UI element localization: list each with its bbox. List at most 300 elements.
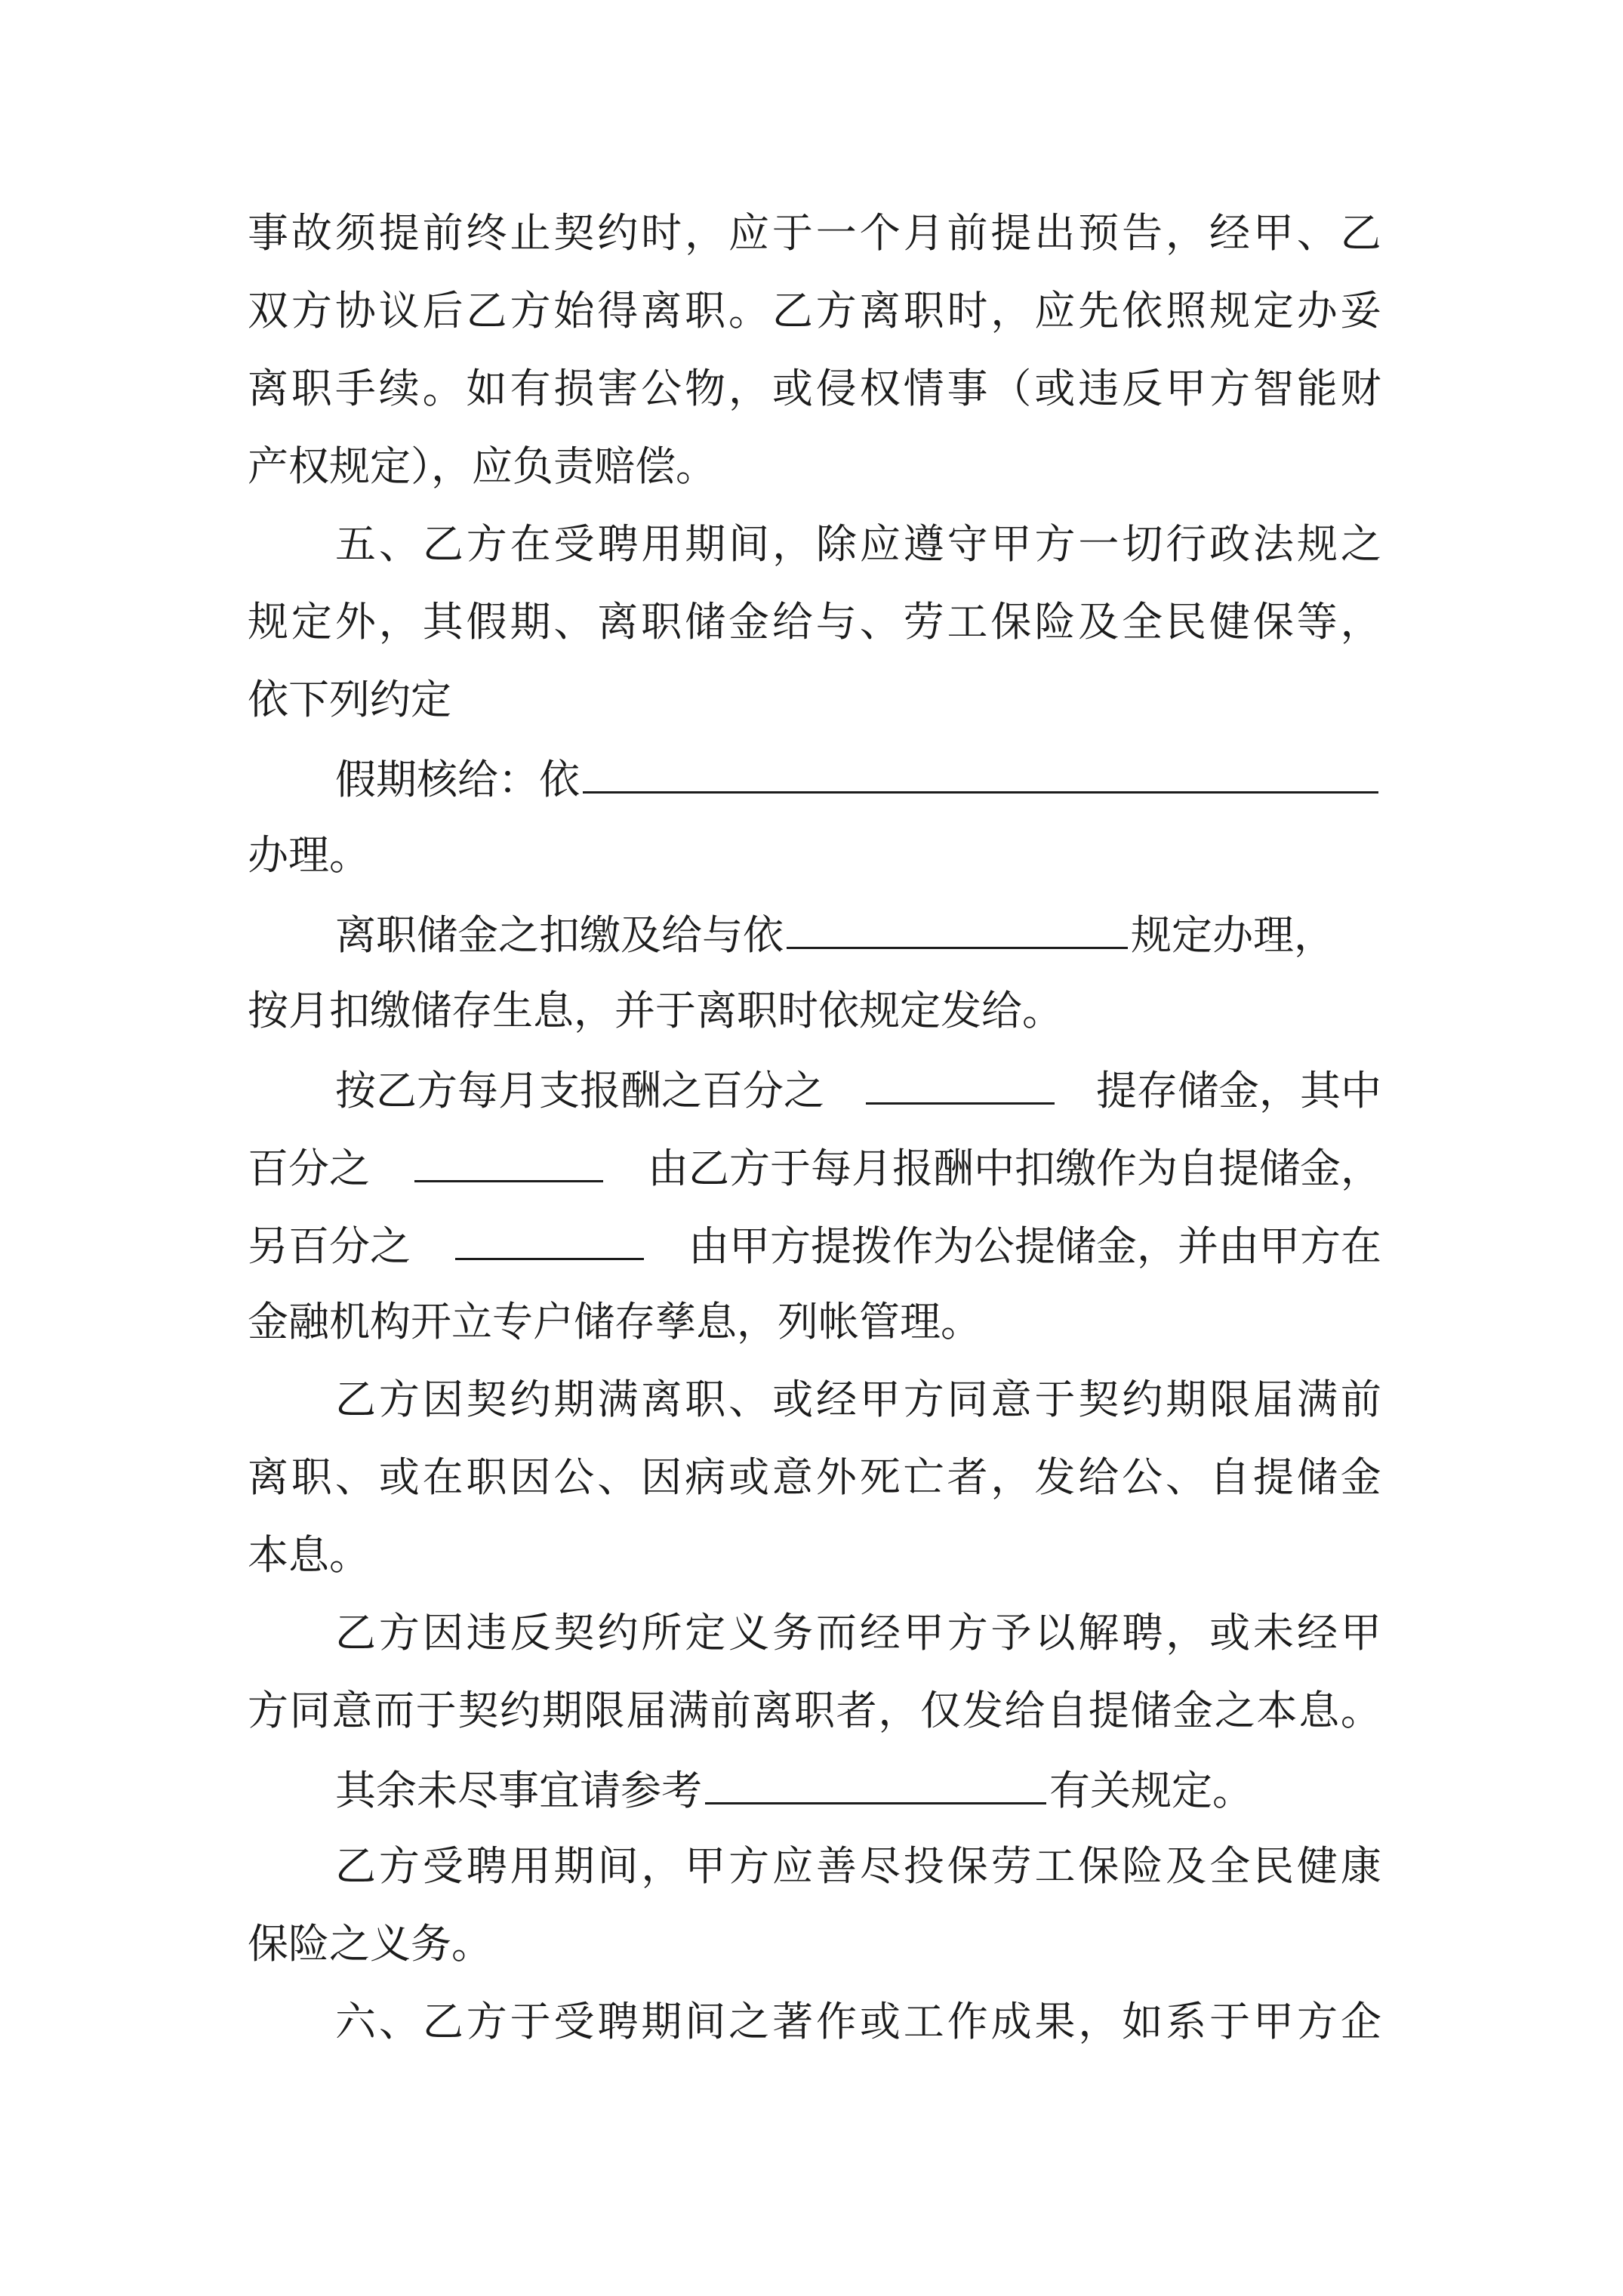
- char: 与: [815, 598, 857, 646]
- line-text: 产权规定），应负责赔偿。: [248, 442, 716, 490]
- char: 职: [685, 287, 726, 334]
- char: 限: [584, 1687, 625, 1734]
- char: 经: [1296, 1609, 1338, 1657]
- char: ，: [378, 598, 420, 646]
- text-line: [248, 1142, 1381, 1191]
- char: 全: [1209, 1842, 1251, 1890]
- char: 侵: [815, 365, 857, 412]
- char: 反: [510, 1609, 551, 1657]
- char: 切: [1122, 520, 1163, 568]
- line-text: [248, 1687, 1381, 1735]
- line-text: [248, 598, 1381, 646]
- char: 违: [1078, 365, 1119, 412]
- char: ，: [685, 209, 726, 257]
- char: 系: [1166, 1998, 1207, 2045]
- char: 届: [1253, 1376, 1295, 1423]
- char: 义: [728, 1609, 770, 1657]
- char: 满: [597, 1376, 639, 1423]
- char: 受: [422, 1842, 463, 1890]
- char: 健: [1296, 1842, 1338, 1890]
- char: 发: [962, 1687, 1003, 1734]
- char: 方: [1034, 520, 1076, 568]
- text-line: [335, 1609, 1381, 1657]
- line-text: 另百分之: [248, 1222, 411, 1270]
- text-line: [335, 1065, 1381, 1113]
- char: 法: [1253, 520, 1295, 568]
- char: 经: [815, 1376, 857, 1423]
- line-text: [248, 1453, 1381, 1502]
- line-text: 办理。: [248, 831, 370, 879]
- char: 月: [903, 209, 944, 257]
- char: 政: [1209, 520, 1251, 568]
- char: 契: [1078, 1376, 1119, 1423]
- char: 能: [1296, 365, 1338, 412]
- char: 方: [815, 287, 857, 334]
- char: 期: [1166, 1376, 1207, 1423]
- char: 期: [553, 1842, 595, 1890]
- char: 或: [1209, 1609, 1251, 1657]
- char: 害: [597, 365, 639, 412]
- char: 、: [728, 1376, 770, 1423]
- char: 乙: [422, 520, 463, 568]
- char: 金: [1340, 1453, 1381, 1501]
- char: 契: [553, 209, 595, 257]
- char: 未: [1253, 1609, 1295, 1657]
- text-line: [248, 287, 1381, 335]
- char: 五: [335, 520, 376, 568]
- char: 方: [248, 1687, 288, 1734]
- text-line: [248, 209, 1381, 257]
- char: 之: [728, 1998, 770, 2045]
- char: 方: [466, 520, 507, 568]
- char: 告: [1122, 209, 1163, 257]
- char: 等: [1296, 598, 1338, 646]
- line-text: 由乙方于每月报酬中扣缴作为自提储金，: [648, 1145, 1381, 1192]
- text-line: [248, 1298, 1381, 1346]
- char: 工: [903, 1998, 944, 2045]
- char: 前: [947, 209, 988, 257]
- char: 六: [335, 1998, 376, 2045]
- char: 乙: [1340, 209, 1381, 257]
- char: 公: [1122, 1453, 1163, 1501]
- char: 外: [334, 598, 376, 646]
- char: 应: [1034, 287, 1076, 334]
- char: 提: [1252, 1453, 1294, 1501]
- char: 、: [378, 520, 420, 568]
- char: 乙: [771, 287, 813, 334]
- char: 因: [641, 1453, 682, 1501]
- char: 满: [1296, 1376, 1338, 1423]
- char: 遵: [903, 520, 944, 568]
- char: 受: [553, 520, 595, 568]
- fill-in-blank: [455, 1220, 644, 1260]
- fill-in-blank: [583, 754, 1378, 794]
- char: 甲: [685, 1842, 726, 1890]
- char: 职: [291, 365, 332, 412]
- char: 期: [553, 1376, 595, 1423]
- text-line: [335, 754, 1381, 802]
- char: 职: [793, 1687, 835, 1734]
- char: 劳: [903, 598, 944, 646]
- char: ，: [990, 1453, 1032, 1501]
- char: 、: [378, 1998, 420, 2045]
- char: 保: [990, 598, 1032, 646]
- char: 先: [1078, 287, 1119, 334]
- char: ，: [1078, 1998, 1119, 2045]
- line-text: 本息。: [248, 1531, 370, 1579]
- char: 经: [1209, 209, 1250, 257]
- char: 亡: [903, 1453, 944, 1501]
- char: 照: [1166, 287, 1207, 334]
- char: （: [990, 365, 1032, 412]
- char: 期: [685, 520, 726, 568]
- text-line: [335, 1842, 1381, 1891]
- char: 满: [667, 1687, 709, 1734]
- char: 双: [248, 287, 288, 334]
- char: 时: [947, 287, 988, 334]
- char: 或: [728, 1453, 769, 1501]
- line-text: [248, 287, 1381, 335]
- char: 聘: [597, 1998, 639, 2045]
- line-text: 假期核给：依: [335, 756, 580, 803]
- char: 规: [1296, 520, 1338, 568]
- char: 而: [374, 1687, 415, 1734]
- text-line: [335, 520, 1381, 569]
- char: 方: [947, 1609, 988, 1657]
- text-line: [248, 676, 1381, 724]
- char: 权: [859, 365, 901, 412]
- char: 、: [1296, 209, 1338, 257]
- char: 作: [815, 1998, 857, 2045]
- char: 聘: [1122, 1609, 1163, 1657]
- char: 外: [815, 1453, 857, 1501]
- char: 离: [859, 287, 901, 334]
- fill-in-blank: [414, 1142, 603, 1182]
- char: 同: [947, 1376, 988, 1423]
- char: 财: [1340, 365, 1381, 412]
- text-line: [248, 1220, 1381, 1268]
- char: 康: [1340, 1842, 1381, 1890]
- char: 用: [641, 520, 682, 568]
- char: 方: [291, 287, 332, 334]
- char: 离: [641, 1376, 682, 1423]
- char: 办: [1296, 287, 1338, 334]
- char: 险: [1122, 1842, 1163, 1890]
- char: 于: [1034, 1376, 1076, 1423]
- char: 民: [1253, 1842, 1295, 1890]
- char: 甲: [1340, 1609, 1381, 1657]
- char: 定: [685, 1609, 726, 1657]
- char: 同: [289, 1687, 331, 1734]
- line-text: 依下列约定: [248, 676, 451, 723]
- char: 一: [1078, 520, 1119, 568]
- char: 著: [772, 1998, 814, 2045]
- char: 个: [859, 209, 901, 257]
- char: 于: [415, 1687, 457, 1734]
- char: 离: [248, 1453, 288, 1501]
- char: 、: [1166, 1453, 1207, 1501]
- char: 提: [1088, 1687, 1129, 1734]
- char: 方: [510, 287, 551, 334]
- line-text: [335, 1376, 1381, 1424]
- char: 乙: [335, 1842, 376, 1890]
- char: 以: [1034, 1609, 1076, 1657]
- char: 届: [626, 1687, 667, 1734]
- char: 受: [553, 1998, 595, 2045]
- char: 投: [903, 1842, 944, 1890]
- char: 在: [422, 1453, 463, 1501]
- char: 规: [1209, 287, 1250, 334]
- char: 应: [728, 209, 769, 257]
- char: 所: [641, 1609, 682, 1657]
- char: 甲: [990, 520, 1032, 568]
- line-text: 百分之: [248, 1145, 370, 1192]
- char: 或: [378, 1453, 420, 1501]
- char: ，: [1166, 209, 1207, 257]
- char: 方: [1209, 365, 1250, 412]
- char: 事: [248, 209, 288, 257]
- char: 全: [1122, 598, 1163, 646]
- char: 方: [903, 1376, 944, 1423]
- char: 尽: [859, 1842, 901, 1890]
- char: 如: [466, 365, 507, 412]
- char: 妥: [1340, 287, 1381, 334]
- line-text: 金融机构开立专户储存孳息，列帐管理。: [248, 1298, 981, 1345]
- char: 工: [947, 598, 988, 646]
- char: 息: [1298, 1687, 1340, 1734]
- line-text: 保险之义务。: [248, 1920, 492, 1968]
- line-text: [335, 520, 1381, 569]
- char: 契: [553, 1609, 595, 1657]
- char: 方: [1296, 1998, 1338, 2045]
- char: 应: [772, 1842, 814, 1890]
- fill-in-blank: [705, 1764, 1046, 1804]
- char: 本: [1256, 1687, 1298, 1734]
- char: 限: [1209, 1376, 1251, 1423]
- char: 。: [728, 287, 769, 334]
- char: 险: [1034, 598, 1076, 646]
- char: 、: [859, 598, 901, 646]
- char: 止: [510, 209, 551, 257]
- line-text: 按乙方每月支报酬之百分之: [335, 1067, 824, 1114]
- char: 期: [510, 598, 551, 646]
- char: 保: [947, 1842, 988, 1890]
- char: 甲: [1253, 1998, 1295, 2045]
- line-text: [335, 1998, 1381, 2046]
- char: 于: [510, 1998, 551, 2045]
- char: 。: [422, 365, 463, 412]
- char: 契: [457, 1687, 499, 1734]
- text-line: [335, 909, 1381, 957]
- text-line: [248, 1687, 1381, 1735]
- char: 公: [641, 365, 682, 412]
- text-line: [248, 987, 1381, 1035]
- line-text: [248, 209, 1381, 257]
- char: 甲: [859, 1376, 901, 1423]
- char: 务: [772, 1609, 814, 1657]
- char: 甲: [1252, 209, 1294, 257]
- line-text: [335, 1609, 1381, 1657]
- char: 方: [378, 1376, 420, 1423]
- char: 得: [597, 287, 639, 334]
- char: 故: [291, 209, 332, 257]
- char: 手: [334, 365, 376, 412]
- line-text: 有关规定。: [1049, 1767, 1253, 1814]
- char: 提: [378, 209, 420, 257]
- char: 约: [597, 1609, 639, 1657]
- char: 善: [815, 1842, 857, 1890]
- char: 提: [990, 209, 1032, 257]
- text-line: [248, 1453, 1381, 1502]
- char: 前: [710, 1687, 751, 1734]
- char: 情: [903, 365, 944, 412]
- char: 约: [1122, 1376, 1163, 1423]
- char: 损: [553, 365, 595, 412]
- char: 离: [752, 1687, 793, 1734]
- char: 保: [1252, 598, 1294, 646]
- char: 储: [1296, 1453, 1338, 1501]
- char: 反: [1122, 365, 1163, 412]
- char: 依: [1122, 287, 1163, 334]
- char: 自: [1209, 1453, 1250, 1501]
- text-line: [335, 1998, 1381, 2046]
- char: 甲: [1166, 365, 1207, 412]
- char: 死: [859, 1453, 901, 1501]
- char: 预: [1078, 209, 1119, 257]
- char: 物: [685, 365, 726, 412]
- char: 方: [728, 1842, 770, 1890]
- char: 病: [685, 1453, 726, 1501]
- char: 除: [815, 520, 857, 568]
- text-line: [248, 831, 1381, 880]
- char: 出: [1034, 209, 1076, 257]
- char: ，: [641, 1842, 682, 1890]
- char: 定: [291, 598, 332, 646]
- char: 经: [859, 1609, 901, 1657]
- char: 如: [1122, 1998, 1163, 2045]
- char: 乙: [422, 1998, 463, 2045]
- line-text: 其余未尽事宜请参考: [335, 1767, 702, 1814]
- char: 期: [541, 1687, 583, 1734]
- char: 间: [597, 1842, 639, 1890]
- char: 期: [641, 1998, 682, 2045]
- char: 、: [334, 1453, 376, 1501]
- char: 、: [597, 1453, 639, 1501]
- char: 职: [903, 287, 944, 334]
- char: 因: [510, 1453, 551, 1501]
- line-text: 规定办理，: [1131, 911, 1335, 959]
- text-line: [248, 442, 1381, 491]
- char: 及: [1166, 1842, 1207, 1890]
- char: 或: [859, 1998, 901, 2045]
- char: 公: [553, 1453, 595, 1501]
- char: 间: [728, 520, 770, 568]
- char: ，: [1166, 1609, 1207, 1657]
- char: 、: [553, 598, 595, 646]
- char: 续: [378, 365, 420, 412]
- text-line: [335, 1376, 1381, 1424]
- char: 作: [947, 1998, 988, 2045]
- char: 意: [990, 1376, 1032, 1423]
- char: 职: [466, 1453, 507, 1501]
- text-line: [248, 598, 1381, 646]
- char: 约: [510, 1376, 551, 1423]
- char: 予: [990, 1609, 1032, 1657]
- char: 储: [685, 598, 726, 646]
- char: 用: [510, 1842, 551, 1890]
- char: 或: [772, 1376, 814, 1423]
- char: 终: [466, 209, 507, 257]
- char: 离: [597, 598, 639, 646]
- char: 工: [1034, 1842, 1076, 1890]
- text-line: [248, 365, 1381, 413]
- char: 意: [771, 1453, 813, 1501]
- char: 其: [422, 598, 463, 646]
- char: 前: [422, 209, 463, 257]
- char: 或: [771, 365, 813, 412]
- char: 守: [947, 520, 988, 568]
- char: 有: [510, 365, 551, 412]
- char: 果: [1034, 1998, 1076, 2045]
- char: 时: [641, 209, 682, 257]
- char: 成: [990, 1998, 1032, 2045]
- char: 一: [815, 209, 857, 257]
- char: 意: [331, 1687, 373, 1734]
- char: 行: [1166, 520, 1207, 568]
- char: 聘: [466, 1842, 507, 1890]
- char: 职: [685, 1376, 726, 1423]
- char: 于: [771, 209, 813, 257]
- char: 应: [859, 520, 901, 568]
- char: 乙: [335, 1376, 376, 1423]
- char: 智: [1252, 365, 1294, 412]
- fill-in-blank: [787, 909, 1128, 949]
- line-text: [335, 1842, 1381, 1891]
- char: 须: [334, 209, 376, 257]
- char: 契: [466, 1376, 507, 1423]
- char: 解: [1078, 1609, 1119, 1657]
- char: 因: [422, 1609, 463, 1657]
- char: 间: [685, 1998, 726, 2045]
- line-text: 按月扣缴储存生息，并于离职时依规定发给。: [248, 987, 1063, 1034]
- char: 金: [1172, 1687, 1214, 1734]
- char: 于: [1209, 1998, 1251, 2045]
- text-line: [248, 1531, 1381, 1579]
- char: 之: [1340, 520, 1381, 568]
- char: 发: [1034, 1453, 1076, 1501]
- char: 乙: [335, 1609, 376, 1657]
- char: 劳: [990, 1842, 1032, 1890]
- char: 在: [510, 520, 551, 568]
- line-text: 提存储金，其中: [1096, 1067, 1381, 1114]
- char: 职: [291, 1453, 332, 1501]
- char: 健: [1209, 598, 1250, 646]
- char: 方: [466, 1998, 507, 2045]
- char: 者: [947, 1453, 988, 1501]
- char: ，: [990, 287, 1032, 334]
- char: 规: [248, 598, 288, 646]
- line-text: 离职储金之扣缴及给与依: [335, 911, 784, 959]
- line-text: [248, 365, 1381, 413]
- char: 因: [422, 1376, 463, 1423]
- char: 甲: [903, 1609, 944, 1657]
- char: 定: [1252, 287, 1294, 334]
- char: 约: [500, 1687, 541, 1734]
- char: 始: [553, 287, 595, 334]
- char: 方: [378, 1609, 420, 1657]
- char: ，: [728, 365, 769, 412]
- char: 者: [836, 1687, 877, 1734]
